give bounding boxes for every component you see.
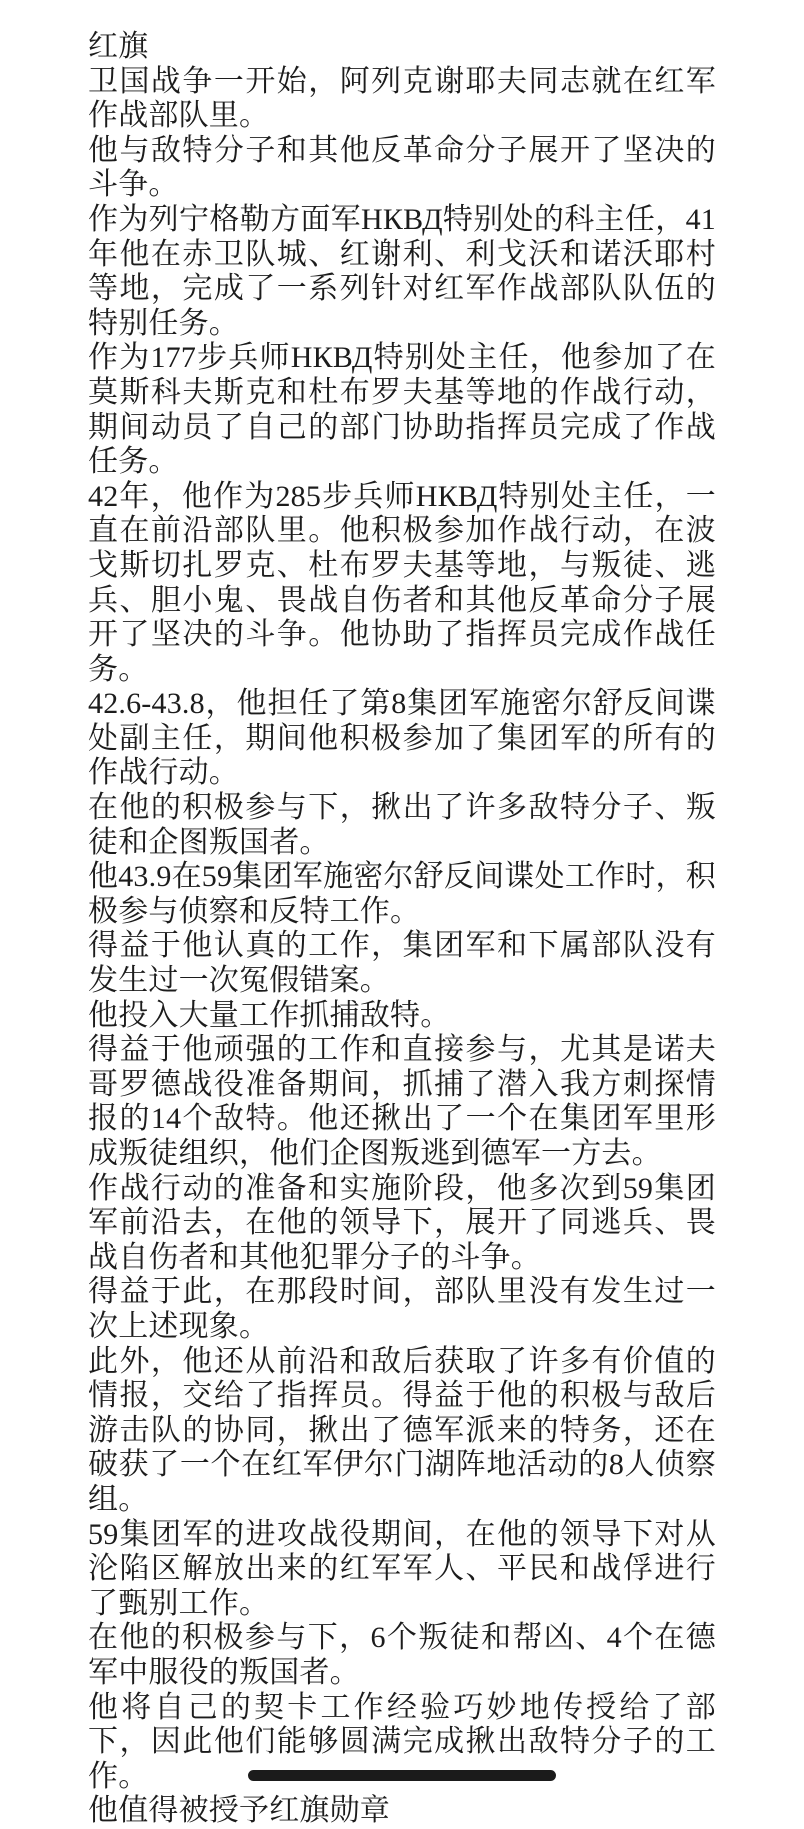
paragraph: 作战行动的准备和实施阶段，他多次到59集团军前沿去，在他的领导下，展开了同逃兵、畏战自伤者和其他犯罪分子的斗争。 — [88, 1171, 716, 1274]
document-title: 红旗 — [88, 30, 149, 63]
paragraph: 他投入大量工作抓捕敌特。 — [88, 998, 451, 1032]
paragraph: 作为177步兵师НКВД特别处主任，他参加了在莫斯科夫斯克和杜布罗夫基等地的作战行动，期间动员了自己的部门协助指挥员完成了作战任务。 — [88, 341, 716, 479]
paragraph: 他将自己的契卡工作经验巧妙地传授给了部下，因此他们能够圆满完成揪出敌特分子的工作。 — [88, 1690, 716, 1793]
paragraph: 作为列宁格勒方面军НКВД特别处的科主任，41年他在赤卫队城、红谢利、利戈沃和诺沃耶村等地，完成了一系列针对红军作战部队队伍的特别任务。 — [88, 202, 716, 340]
paragraph: 42.6-43.8，他担任了第8集团军施密尔舒反间谍处副主任，期间他积极参加了集团军的所有的作战行动。 — [88, 687, 716, 790]
document-body — [88, 30, 716, 1829]
paragraph: 得益于他顽强的工作和直接参与，尤其是诺夫哥罗德战役准备期间，抓捕了潜入我方刺探情报的14个敌特。他还揪出了一个在集团军里形成叛徒组织，他们企图叛逃到德军一方去。 — [88, 1033, 716, 1170]
paragraph: 42年，他作为285步兵师НКВД特别处主任，一直在前沿部队里。他积极参加作战行动，在波戈斯切扎罗克、杜布罗夫基等地，与叛徒、逃兵、胆小鬼、畏战自伤者和其他反革命分子展开了坚决的斗争。他协助了指挥员完成作战任务。 — [88, 479, 716, 686]
paragraph: 他与敌特分子和其他反革命分子展开了坚决的斗争。 — [88, 133, 716, 202]
paragraph: 得益于他认真的工作，集团军和下属部队没有发生过一次冤假错案。 — [88, 929, 716, 998]
paragraph: 59集团军的进攻战役期间，在他的领导下对从沦陷区解放出来的红军军人、平民和战俘进行了甄别工作。 — [88, 1517, 716, 1620]
paragraph: 在他的积极参与下，6个叛徒和帮凶、4个在德军中服役的叛国者。 — [88, 1621, 716, 1689]
paragraph: 卫国战争一开始，阿列克谢耶夫同志就在红军作战部队里。 — [88, 64, 716, 133]
paragraph: 在他的积极参与下，揪出了许多敌特分子、叛徒和企图叛国者。 — [88, 791, 716, 859]
paragraph: 此外，他还从前沿和敌后获取了许多有价值的情报，交给了指挥员。得益于他的积极与敌后游击队的协同，揪出了德军派来的特务，还在破获了一个在红军伊尔门湖阵地活动的8人侦察组。 — [88, 1344, 716, 1516]
paragraph: 他43.9在59集团军施密尔舒反间谍处工作时，积极参与侦察和反特工作。 — [88, 860, 716, 928]
redaction-bar — [248, 1770, 556, 1781]
paragraph paragraph-cutoff: 他值得被授予红旗勋章 — [88, 1794, 390, 1828]
paragraph: 得益于此，在那段时间，部队里没有发生过一次上述现象。 — [88, 1275, 716, 1343]
